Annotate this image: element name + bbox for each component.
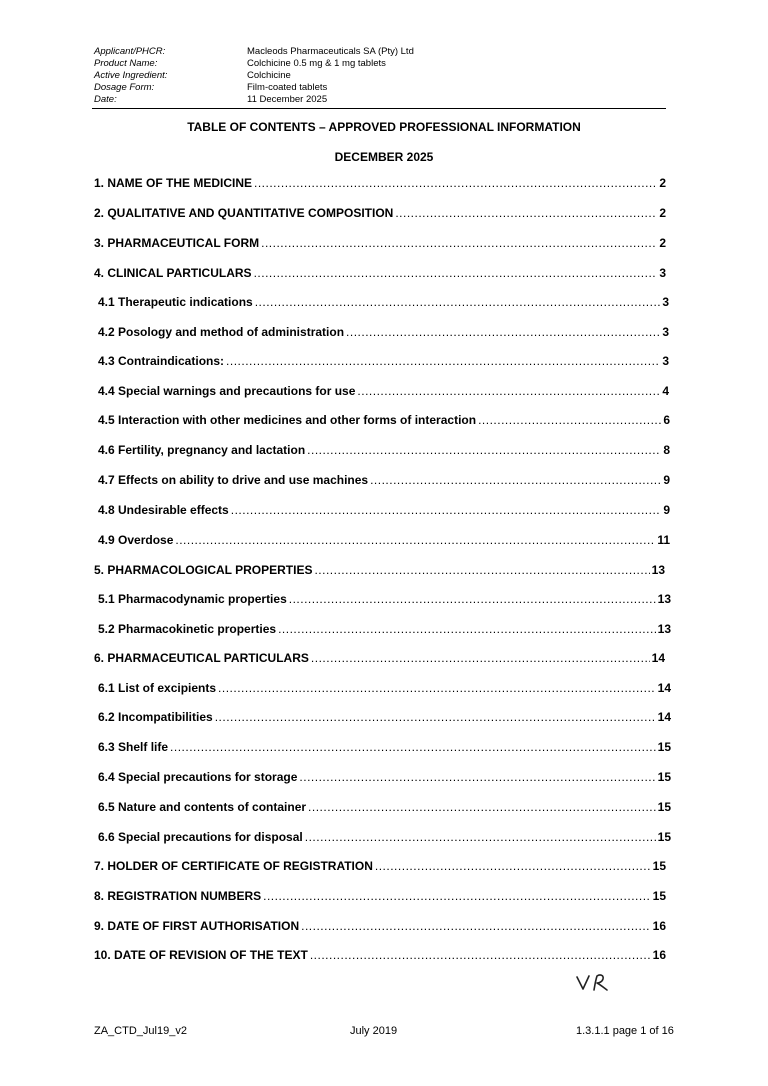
toc-entry-page: 14 (657, 710, 671, 724)
toc-entry[interactable] (94, 918, 666, 934)
toc-entry-title: 4.3 Contraindications: (98, 354, 225, 368)
toc-entry-page: 2 (659, 206, 666, 220)
document-title: TABLE OF CONTENTS – APPROVED PROFESSIONAL INFORMATION (187, 120, 581, 134)
toc-leader-dots (289, 591, 656, 607)
toc-leader-dots (308, 799, 656, 815)
toc-entry-page: 13 (657, 592, 671, 606)
toc-entry-title: 6.1 List of excipients (98, 681, 217, 695)
document-subtitle: DECEMBER 2025 (334, 150, 434, 164)
toc-entry[interactable] (98, 353, 669, 369)
toc-entry[interactable] (98, 799, 671, 815)
toc-entry-title: 4.6 Fertility, pregnancy and lactation (98, 443, 306, 457)
header-label: Product Name: (94, 58, 158, 69)
toc-entry-title: 10. DATE OF REVISION OF THE TEXT (94, 948, 308, 962)
toc-leader-dots (357, 383, 660, 399)
toc-leader-dots (255, 294, 661, 310)
toc-entry-title: 4.9 Overdose (98, 533, 174, 547)
toc-leader-dots (226, 353, 660, 369)
toc-leader-dots (305, 829, 656, 845)
toc-entry-page: 14 (657, 681, 671, 695)
toc-leader-dots (261, 235, 657, 251)
toc-leader-dots (346, 324, 660, 340)
header-value: Colchicine (247, 70, 291, 81)
toc-entry-title: 6.5 Nature and contents of container (98, 800, 307, 814)
toc-entry-title: 2. QUALITATIVE AND QUANTITATIVE COMPOSITION (94, 206, 394, 220)
toc-entry-page: 14 (651, 651, 665, 665)
toc-entry[interactable] (98, 680, 671, 696)
toc-entry[interactable] (98, 739, 671, 755)
toc-entry[interactable] (94, 175, 666, 191)
toc-entry[interactable] (98, 591, 671, 607)
toc-entry[interactable] (94, 947, 666, 963)
toc-entry-title: 6.2 Incompatibilities (98, 710, 213, 724)
toc-entry-page: 13 (657, 622, 671, 636)
toc-entry[interactable] (94, 562, 665, 578)
toc-entry-page: 15 (652, 889, 666, 903)
toc-entry-title: 4.8 Undesirable effects (98, 503, 229, 517)
toc-entry[interactable] (98, 442, 670, 458)
toc-entry-page: 2 (659, 236, 666, 250)
toc-entry[interactable] (94, 235, 666, 251)
header-value: Film-coated tablets (247, 82, 328, 93)
toc-entry[interactable] (94, 888, 666, 904)
toc-entry-page: 3 (662, 354, 669, 368)
toc-leader-dots (231, 502, 662, 518)
toc-entry[interactable] (98, 383, 669, 399)
toc-entry-page: 16 (652, 919, 666, 933)
header-label: Applicant/PHCR: (94, 46, 166, 57)
toc-entry-page: 2 (659, 176, 666, 190)
toc-entry-title: 5.1 Pharmacodynamic properties (98, 592, 287, 606)
footer-form-code: ZA_CTD_Jul19_v2 (94, 1025, 187, 1037)
toc-leader-dots (254, 265, 658, 281)
toc-leader-dots (215, 709, 656, 725)
toc-entry-title: 8. REGISTRATION NUMBERS (94, 889, 262, 903)
toc-entry[interactable] (98, 532, 670, 548)
toc-entry[interactable] (94, 265, 666, 281)
toc-entry[interactable] (94, 858, 666, 874)
toc-leader-dots (254, 175, 657, 191)
toc-entry[interactable] (98, 502, 670, 518)
signature (574, 969, 614, 995)
toc-leader-dots (299, 769, 655, 785)
signature-text: VR (574, 969, 576, 970)
toc-entry-title: 5.2 Pharmacokinetic properties (98, 622, 277, 636)
footer-page-number: 1.3.1.1 page 1 of 16 (576, 1025, 674, 1037)
toc-leader-dots (375, 858, 651, 874)
toc-entry-title: 1. NAME OF THE MEDICINE (94, 176, 253, 190)
toc-entry-title: 4. CLINICAL PARTICULARS (94, 266, 252, 280)
toc-entry-page: 9 (663, 503, 670, 517)
toc-entry-title: 6.6 Special precautions for disposal (98, 830, 303, 844)
header-value: Colchicine 0.5 mg & 1 mg tablets (247, 58, 386, 69)
toc-entry-page: 16 (652, 948, 666, 962)
toc-leader-dots (278, 621, 656, 637)
header-value: 11 December 2025 (247, 94, 328, 105)
toc-entry-title: 6.4 Special precautions for storage (98, 770, 298, 784)
toc-entry-title: 4.2 Posology and method of administration (98, 325, 345, 339)
toc-leader-dots (301, 918, 651, 934)
toc-leader-dots (314, 562, 649, 578)
toc-leader-dots (263, 888, 651, 904)
footer-date: July 2019 (350, 1025, 398, 1037)
toc-entry-title: 9. DATE OF FIRST AUTHORISATION (94, 919, 300, 933)
toc-leader-dots (395, 205, 657, 221)
toc-leader-dots (311, 650, 650, 666)
toc-entry[interactable] (98, 769, 671, 785)
header-label: Dosage Form: (94, 82, 155, 93)
header-label: Date: (94, 94, 117, 105)
toc-entry-title: 6. PHARMACEUTICAL PARTICULARS (94, 651, 309, 665)
toc-entry[interactable] (94, 650, 665, 666)
toc-entry-page: 3 (662, 325, 669, 339)
toc-leader-dots (310, 947, 651, 963)
toc-entry-title: 4.5 Interaction with other medicines and other forms of interaction (98, 413, 477, 427)
toc-entry-page: 9 (663, 473, 670, 487)
toc-leader-dots (307, 442, 661, 458)
toc-entry-page: 6 (663, 413, 670, 427)
toc-entry-page: 15 (657, 800, 671, 814)
toc-entry-page: 13 (651, 563, 665, 577)
toc-entry[interactable] (98, 621, 671, 637)
header-label: Active Ingredient: (94, 70, 168, 81)
toc-entry-title: 4.1 Therapeutic indications (98, 295, 253, 309)
toc-entry[interactable] (98, 472, 670, 488)
toc-entry-title: 4.4 Special warnings and precautions for use (98, 384, 356, 398)
toc-entry-page: 8 (663, 443, 670, 457)
toc-leader-dots (478, 412, 661, 428)
toc-entry-page: 11 (657, 533, 670, 547)
toc-entry-page: 15 (652, 859, 666, 873)
toc-entry-page: 4 (662, 384, 669, 398)
header-value: Macleods Pharmaceuticals SA (Pty) Ltd (247, 46, 414, 57)
toc-entry-title: 4.7 Effects on ability to drive and use machines (98, 473, 369, 487)
toc-entry[interactable] (98, 412, 670, 428)
toc-entry[interactable] (98, 829, 671, 845)
toc-entry[interactable] (98, 294, 669, 310)
toc-entry-page: 15 (657, 740, 671, 754)
toc-leader-dots (175, 532, 655, 548)
toc-entry-page: 15 (657, 770, 671, 784)
toc-entry-page: 3 (662, 295, 669, 309)
toc-entry[interactable] (98, 709, 671, 725)
toc-entry-page: 3 (659, 266, 666, 280)
toc-entry-title: 5. PHARMACOLOGICAL PROPERTIES (94, 563, 313, 577)
toc-entry-title: 6.3 Shelf life (98, 740, 169, 754)
toc-leader-dots (218, 680, 656, 696)
toc-leader-dots (370, 472, 661, 488)
toc-entry[interactable] (94, 205, 666, 221)
toc-entry-title: 7. HOLDER OF CERTIFICATE OF REGISTRATION (94, 859, 373, 873)
toc-entry-title: 3. PHARMACEUTICAL FORM (94, 236, 260, 250)
toc-entry[interactable] (98, 324, 669, 340)
toc-entry-page: 15 (657, 830, 671, 844)
toc-leader-dots (170, 739, 656, 755)
